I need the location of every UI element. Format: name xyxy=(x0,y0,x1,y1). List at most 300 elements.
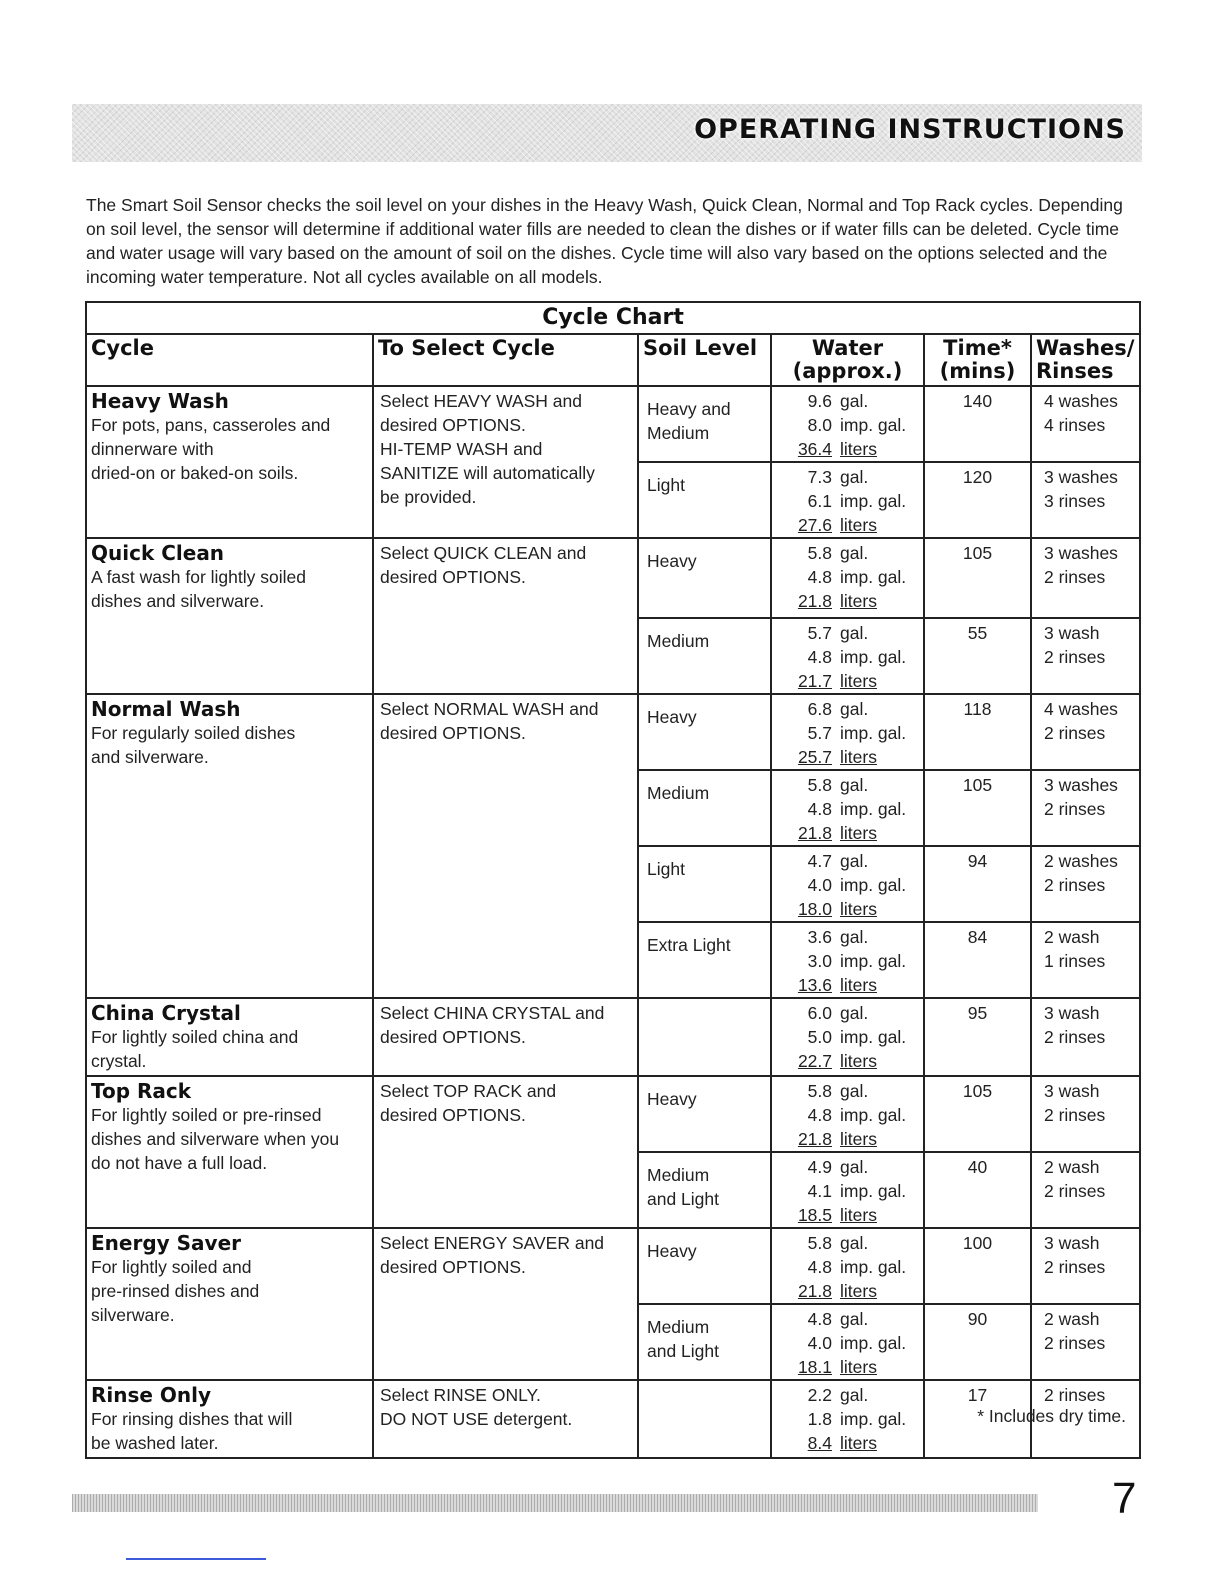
soil-level-cell xyxy=(638,1076,771,1152)
washes-rinses-text: 4 rinses xyxy=(1044,415,1106,435)
cycle-description-line: For rinsing dishes that will xyxy=(91,1409,293,1429)
water-imp-line xyxy=(772,1025,923,1049)
select-instruction-cell xyxy=(373,1380,638,1458)
washes-rinses-cell xyxy=(1031,1076,1140,1152)
water-imp-line xyxy=(772,1407,923,1431)
water-cell xyxy=(771,922,924,998)
washes-rinses-cell xyxy=(1031,1304,1140,1380)
soil-level-text: Medium xyxy=(647,1165,710,1185)
water-imp-unit: imp. gal. xyxy=(840,491,907,511)
water-cell xyxy=(771,1152,924,1228)
water-cell xyxy=(771,1076,924,1152)
time-cell: 105 xyxy=(924,1076,1031,1152)
washes-rinses-text: 3 washes xyxy=(1044,775,1118,795)
cycle-description-line: do not have a full load. xyxy=(91,1153,268,1173)
water-liters-line xyxy=(772,513,923,537)
water-cell xyxy=(771,618,924,694)
water-liters-unit: liters xyxy=(840,439,877,459)
water-imp-line xyxy=(772,721,923,745)
water-liters-value: 25.7 xyxy=(797,747,832,767)
washes-rinses-text: 2 washes xyxy=(1044,851,1118,871)
water-imp-value: 4.8 xyxy=(807,647,832,667)
soil-level-text: and Light xyxy=(647,1189,720,1209)
washes-rinses-text: 4 washes xyxy=(1044,391,1118,411)
time-cell: 95 xyxy=(924,998,1031,1076)
water-gal-line xyxy=(772,1001,923,1025)
time-cell: 94 xyxy=(924,846,1031,922)
select-instruction-line: desired OPTIONS. xyxy=(380,1027,526,1047)
select-instruction-line: desired OPTIONS. xyxy=(380,415,526,435)
water-imp-line xyxy=(772,413,923,437)
washes-rinses-text: 3 wash xyxy=(1044,1233,1100,1253)
footnote: * Includes dry time. xyxy=(977,1406,1126,1426)
water-gal-line xyxy=(772,1155,923,1179)
washes-rinses-text: 2 rinses xyxy=(1044,647,1106,667)
soil-level-text: Medium xyxy=(647,783,710,803)
water-imp-value: 4.0 xyxy=(807,875,832,895)
select-instruction-cell xyxy=(373,1076,638,1228)
cycle-description-line: dishes and silverware. xyxy=(91,591,265,611)
water-liters-unit: liters xyxy=(840,1281,877,1301)
water-gal-unit: gal. xyxy=(840,775,869,795)
water-gal-value: 5.8 xyxy=(807,775,832,795)
water-imp-value: 4.0 xyxy=(807,1333,832,1353)
cycle-name: Rinse Only xyxy=(91,1383,212,1407)
water-liters-unit: liters xyxy=(840,591,877,611)
header-washes-line2: Rinses xyxy=(1036,359,1114,383)
soil-level-text: Light xyxy=(647,859,685,879)
soil-level-cell xyxy=(638,1380,771,1458)
washes-rinses-text: 2 rinses xyxy=(1044,1333,1106,1353)
header-time xyxy=(924,334,1031,386)
water-gal-value: 2.2 xyxy=(807,1385,832,1405)
water-imp-unit: imp. gal. xyxy=(840,647,907,667)
time-cell: 140 xyxy=(924,386,1031,462)
water-imp-unit: imp. gal. xyxy=(840,875,907,895)
time-cell: 90 xyxy=(924,1304,1031,1380)
header-soil: Soil Level xyxy=(638,334,771,386)
water-liters-value: 21.7 xyxy=(797,671,832,691)
water-cell xyxy=(771,846,924,922)
select-instruction-line: desired OPTIONS. xyxy=(380,567,526,587)
water-imp-value: 5.7 xyxy=(807,723,832,743)
water-gal-unit: gal. xyxy=(840,543,869,563)
water-gal-unit: gal. xyxy=(840,391,869,411)
cycle-cell xyxy=(86,1076,373,1228)
washes-rinses-cell xyxy=(1031,386,1140,462)
water-gal-line xyxy=(772,773,923,797)
water-cell xyxy=(771,1228,924,1304)
water-imp-value: 8.0 xyxy=(807,415,832,435)
water-gal-unit: gal. xyxy=(840,1385,869,1405)
header-select: To Select Cycle xyxy=(373,334,638,386)
water-gal-line xyxy=(772,621,923,645)
select-instruction-line: Select RINSE ONLY. xyxy=(380,1385,541,1405)
washes-rinses-text: 2 rinses xyxy=(1044,567,1106,587)
water-gal-line xyxy=(772,925,923,949)
cycle-name: China Crystal xyxy=(91,1001,241,1025)
water-imp-value: 4.8 xyxy=(807,1257,832,1277)
time-cell: 105 xyxy=(924,770,1031,846)
washes-rinses-text: 4 washes xyxy=(1044,699,1118,719)
select-instruction-cell xyxy=(373,538,638,694)
water-imp-unit: imp. gal. xyxy=(840,1333,907,1353)
intro-text: The Smart Soil Sensor checks the soil level on your dishes in the Heavy Wash, Quick Clean, Normal and Top Rack cycles. Depending on soil level, the sensor will determine if additional water fills are needed to clean the dishes or if water fills can be deleted. Cycle time and water usage will vary based on the amount of soil on the dishes. Cycle time will also vary based on the options selected and the incoming water temperature. Not all cycles available on all models. xyxy=(86,195,1123,287)
header-water xyxy=(771,334,924,386)
water-liters-value: 21.8 xyxy=(797,591,832,611)
cycle-description-line: silverware. xyxy=(91,1305,175,1325)
cycle-cell xyxy=(86,386,373,538)
washes-rinses-text: 2 wash xyxy=(1044,1309,1100,1329)
washes-rinses-text: 3 rinses xyxy=(1044,491,1106,511)
soil-level-cell xyxy=(638,694,771,770)
select-instruction-line: Select CHINA CRYSTAL and xyxy=(380,1003,605,1023)
water-liters-unit: liters xyxy=(840,1357,877,1377)
table-row xyxy=(86,998,1140,1076)
water-liters-unit: liters xyxy=(840,823,877,843)
table-row xyxy=(86,538,1140,618)
header-washes-line1: Washes/ xyxy=(1036,336,1135,360)
water-liters-line xyxy=(772,589,923,613)
header-washes xyxy=(1031,334,1140,386)
time-cell: 120 xyxy=(924,462,1031,538)
water-imp-line xyxy=(772,873,923,897)
soil-level-cell xyxy=(638,770,771,846)
water-liters-unit: liters xyxy=(840,1051,877,1071)
soil-level-cell xyxy=(638,618,771,694)
soil-level-text: Heavy xyxy=(647,707,697,727)
water-gal-value: 4.9 xyxy=(807,1157,832,1177)
water-imp-value: 4.8 xyxy=(807,567,832,587)
cycle-name: Heavy Wash xyxy=(91,389,229,413)
header-water-line2: (approx.) xyxy=(792,359,903,383)
washes-rinses-cell xyxy=(1031,618,1140,694)
cycle-description-line: crystal. xyxy=(91,1051,147,1071)
water-liters-value: 13.6 xyxy=(797,975,832,995)
time-cell: 100 xyxy=(924,1228,1031,1304)
water-cell xyxy=(771,1380,924,1458)
soil-level-text: Medium xyxy=(647,1317,710,1337)
select-instruction-line: desired OPTIONS. xyxy=(380,1105,526,1125)
water-liters-line xyxy=(772,1049,923,1073)
washes-rinses-cell xyxy=(1031,462,1140,538)
soil-level-cell xyxy=(638,1304,771,1380)
water-liters-value: 8.4 xyxy=(807,1433,832,1453)
water-imp-unit: imp. gal. xyxy=(840,1105,907,1125)
soil-level-text: Medium xyxy=(647,423,710,443)
section-banner xyxy=(72,104,1142,162)
water-liters-value: 27.6 xyxy=(797,515,832,535)
water-liters-line xyxy=(772,973,923,997)
washes-rinses-text: 1 rinses xyxy=(1044,951,1106,971)
washes-rinses-cell xyxy=(1031,1228,1140,1304)
cycle-description-line: For lightly soiled china and xyxy=(91,1027,299,1047)
soil-level-cell xyxy=(638,846,771,922)
time-cell: 118 xyxy=(924,694,1031,770)
header-time-line1: Time* xyxy=(943,336,1012,360)
water-liters-line xyxy=(772,1127,923,1151)
header-time-line2: (mins) xyxy=(939,359,1016,383)
water-liters-line xyxy=(772,1203,923,1227)
water-imp-line xyxy=(772,565,923,589)
intro-paragraph xyxy=(86,193,1136,289)
washes-rinses-text: 3 wash xyxy=(1044,1003,1100,1023)
chart-body xyxy=(86,386,1140,1458)
water-liters-line xyxy=(772,1279,923,1303)
cycle-description-line: pre-rinsed dishes and xyxy=(91,1281,260,1301)
washes-rinses-cell xyxy=(1031,770,1140,846)
water-imp-unit: imp. gal. xyxy=(840,415,907,435)
water-gal-line xyxy=(772,1231,923,1255)
water-imp-unit: imp. gal. xyxy=(840,567,907,587)
time-cell: 17 xyxy=(924,1380,1031,1458)
water-imp-line xyxy=(772,1331,923,1355)
water-imp-unit: imp. gal. xyxy=(840,1027,907,1047)
water-imp-line xyxy=(772,797,923,821)
washes-rinses-text: 2 rinses xyxy=(1044,1105,1106,1125)
header-row xyxy=(86,334,1140,386)
water-liters-value: 18.1 xyxy=(797,1357,832,1377)
time-cell: 105 xyxy=(924,538,1031,618)
table-row xyxy=(86,1228,1140,1304)
washes-rinses-text: 2 wash xyxy=(1044,927,1100,947)
header-cycle: Cycle xyxy=(86,334,373,386)
soil-level-cell xyxy=(638,462,771,538)
water-imp-unit: imp. gal. xyxy=(840,723,907,743)
water-liters-unit: liters xyxy=(840,1205,877,1225)
soil-level-text: Heavy xyxy=(647,551,697,571)
soil-level-text: and Light xyxy=(647,1341,720,1361)
water-liters-value: 18.5 xyxy=(797,1205,832,1225)
soil-level-cell xyxy=(638,1228,771,1304)
water-liters-value: 21.8 xyxy=(797,823,832,843)
water-gal-unit: gal. xyxy=(840,623,869,643)
water-gal-line xyxy=(772,541,923,565)
soil-level-text: Heavy xyxy=(647,1089,697,1109)
cycle-description-line: dried-on or baked-on soils. xyxy=(91,463,299,483)
washes-rinses-cell xyxy=(1031,538,1140,618)
water-gal-value: 9.6 xyxy=(807,391,832,411)
washes-rinses-text: 3 wash xyxy=(1044,623,1100,643)
washes-rinses-text: 2 rinses xyxy=(1044,1257,1106,1277)
water-gal-value: 3.6 xyxy=(807,927,832,947)
water-gal-value: 4.7 xyxy=(807,851,832,871)
water-imp-value: 6.1 xyxy=(807,491,832,511)
washes-rinses-text: 2 rinses xyxy=(1044,799,1106,819)
water-gal-line xyxy=(772,1307,923,1331)
water-liters-line xyxy=(772,745,923,769)
soil-level-cell xyxy=(638,998,771,1076)
water-gal-unit: gal. xyxy=(840,851,869,871)
water-imp-line xyxy=(772,1255,923,1279)
select-instruction-line: DO NOT USE detergent. xyxy=(380,1409,573,1429)
water-imp-line xyxy=(772,645,923,669)
table-row xyxy=(86,386,1140,462)
washes-rinses-cell xyxy=(1031,1152,1140,1228)
select-instruction-cell xyxy=(373,998,638,1076)
water-imp-line xyxy=(772,1179,923,1203)
water-imp-unit: imp. gal. xyxy=(840,799,907,819)
water-liters-line xyxy=(772,1431,923,1455)
washes-rinses-cell xyxy=(1031,922,1140,998)
water-gal-unit: gal. xyxy=(840,467,869,487)
water-cell xyxy=(771,538,924,618)
water-liters-unit: liters xyxy=(840,747,877,767)
washes-rinses-cell xyxy=(1031,998,1140,1076)
table-row xyxy=(86,694,1140,770)
washes-rinses-text: 2 rinses xyxy=(1044,875,1106,895)
soil-level-text: Heavy and xyxy=(647,399,731,419)
water-gal-line xyxy=(772,1079,923,1103)
time-cell: 55 xyxy=(924,618,1031,694)
cycle-name: Quick Clean xyxy=(91,541,225,565)
water-liters-unit: liters xyxy=(840,975,877,995)
section-title: OPERATING INSTRUCTIONS xyxy=(694,114,1126,145)
cycle-name: Top Rack xyxy=(91,1079,192,1103)
water-imp-unit: imp. gal. xyxy=(840,1409,907,1429)
water-liters-line xyxy=(772,1355,923,1379)
soil-level-cell xyxy=(638,386,771,462)
soil-level-cell xyxy=(638,922,771,998)
water-liters-unit: liters xyxy=(840,1433,877,1453)
select-instruction-cell xyxy=(373,1228,638,1380)
cycle-cell xyxy=(86,1228,373,1380)
cycle-description-line: For pots, pans, casseroles and xyxy=(91,415,331,435)
select-instruction-line: Select TOP RACK and xyxy=(380,1081,557,1101)
water-liters-unit: liters xyxy=(840,671,877,691)
select-instruction-line: Select ENERGY SAVER and xyxy=(380,1233,605,1253)
water-gal-line xyxy=(772,465,923,489)
cycle-cell xyxy=(86,1380,373,1458)
select-instruction-cell xyxy=(373,386,638,538)
water-liters-unit: liters xyxy=(840,515,877,535)
soil-level-cell xyxy=(638,1152,771,1228)
water-imp-line xyxy=(772,949,923,973)
water-gal-value: 6.8 xyxy=(807,699,832,719)
footer-bar xyxy=(72,1494,1038,1512)
water-liters-line xyxy=(772,897,923,921)
washes-rinses-cell xyxy=(1031,694,1140,770)
water-cell xyxy=(771,386,924,462)
water-cell xyxy=(771,694,924,770)
cycle-description-line: For lightly soiled or pre-rinsed xyxy=(91,1105,322,1125)
water-liters-line xyxy=(772,669,923,693)
table-row xyxy=(86,1076,1140,1152)
water-cell xyxy=(771,462,924,538)
washes-rinses-text: 3 washes xyxy=(1044,543,1118,563)
water-imp-value: 3.0 xyxy=(807,951,832,971)
water-gal-unit: gal. xyxy=(840,1003,869,1023)
cycle-description-line: For lightly soiled and xyxy=(91,1257,252,1277)
water-gal-line xyxy=(772,389,923,413)
water-imp-unit: imp. gal. xyxy=(840,951,907,971)
water-gal-value: 5.8 xyxy=(807,1081,832,1101)
water-gal-unit: gal. xyxy=(840,1157,869,1177)
soil-level-text: Extra Light xyxy=(647,935,731,955)
water-liters-value: 21.8 xyxy=(797,1129,832,1149)
water-gal-value: 5.8 xyxy=(807,543,832,563)
water-imp-value: 4.8 xyxy=(807,1105,832,1125)
water-gal-unit: gal. xyxy=(840,927,869,947)
chart-title: Cycle Chart xyxy=(86,302,1140,334)
cycle-cell xyxy=(86,998,373,1076)
page-number: 7 xyxy=(1112,1474,1137,1523)
cycle-description-line: dishes and silverware when you xyxy=(91,1129,340,1149)
select-instruction-line: Select NORMAL WASH and xyxy=(380,699,599,719)
cycle-description-line: and silverware. xyxy=(91,747,209,767)
washes-rinses-text: 2 rinses xyxy=(1044,1027,1106,1047)
water-liters-value: 22.7 xyxy=(797,1051,832,1071)
water-gal-unit: gal. xyxy=(840,1309,869,1329)
cycle-description-line: be washed later. xyxy=(91,1433,219,1453)
water-imp-value: 1.8 xyxy=(807,1409,832,1429)
water-imp-value: 5.0 xyxy=(807,1027,832,1047)
water-liters-unit: liters xyxy=(840,1129,877,1149)
select-instruction-cell xyxy=(373,694,638,998)
cycle-name: Energy Saver xyxy=(91,1231,242,1255)
soil-level-text: Medium xyxy=(647,631,710,651)
water-liters-line xyxy=(772,437,923,461)
water-liters-value: 21.8 xyxy=(797,1281,832,1301)
washes-rinses-text: 3 washes xyxy=(1044,467,1118,487)
select-instruction-line: HI-TEMP WASH and xyxy=(380,439,543,459)
soil-level-cell xyxy=(638,538,771,618)
water-gal-line xyxy=(772,697,923,721)
washes-rinses-text: 2 rinses xyxy=(1044,1385,1106,1405)
water-gal-value: 6.0 xyxy=(807,1003,832,1023)
cycle-description-line: dinnerware with xyxy=(91,439,214,459)
water-gal-unit: gal. xyxy=(840,1081,869,1101)
select-instruction-line: Select HEAVY WASH and xyxy=(380,391,582,411)
cycle-cell xyxy=(86,694,373,998)
water-imp-unit: imp. gal. xyxy=(840,1257,907,1277)
water-cell xyxy=(771,770,924,846)
soil-level-text: Heavy xyxy=(647,1241,697,1261)
water-imp-value: 4.1 xyxy=(807,1181,832,1201)
water-gal-line xyxy=(772,1383,923,1407)
select-instruction-line: SANITIZE will automatically xyxy=(380,463,595,483)
water-gal-value: 4.8 xyxy=(807,1309,832,1329)
water-gal-value: 5.8 xyxy=(807,1233,832,1253)
water-gal-value: 7.3 xyxy=(807,467,832,487)
select-instruction-line: Select QUICK CLEAN and xyxy=(380,543,587,563)
water-liters-value: 36.4 xyxy=(797,439,832,459)
header-water-line1: Water xyxy=(811,336,884,360)
water-gal-value: 5.7 xyxy=(807,623,832,643)
select-instruction-line: desired OPTIONS. xyxy=(380,1257,526,1277)
water-imp-value: 4.8 xyxy=(807,799,832,819)
water-imp-line xyxy=(772,1103,923,1127)
washes-rinses-text: 3 wash xyxy=(1044,1081,1100,1101)
washes-rinses-text: 2 rinses xyxy=(1044,1181,1106,1201)
water-liters-unit: liters xyxy=(840,899,877,919)
water-gal-line xyxy=(772,849,923,873)
water-gal-unit: gal. xyxy=(840,1233,869,1253)
water-cell xyxy=(771,998,924,1076)
water-liters-value: 18.0 xyxy=(797,899,832,919)
washes-rinses-text: 2 rinses xyxy=(1044,723,1106,743)
cycle-name: Normal Wash xyxy=(91,697,241,721)
washes-rinses-cell xyxy=(1031,846,1140,922)
time-cell: 84 xyxy=(924,922,1031,998)
water-imp-unit: imp. gal. xyxy=(840,1181,907,1201)
cycle-description-line: A fast wash for lightly soiled xyxy=(91,567,306,587)
water-imp-line xyxy=(772,489,923,513)
time-cell: 40 xyxy=(924,1152,1031,1228)
cycle-chart-table xyxy=(85,301,1141,1459)
cycle-cell xyxy=(86,538,373,694)
soil-level-text: Light xyxy=(647,475,685,495)
